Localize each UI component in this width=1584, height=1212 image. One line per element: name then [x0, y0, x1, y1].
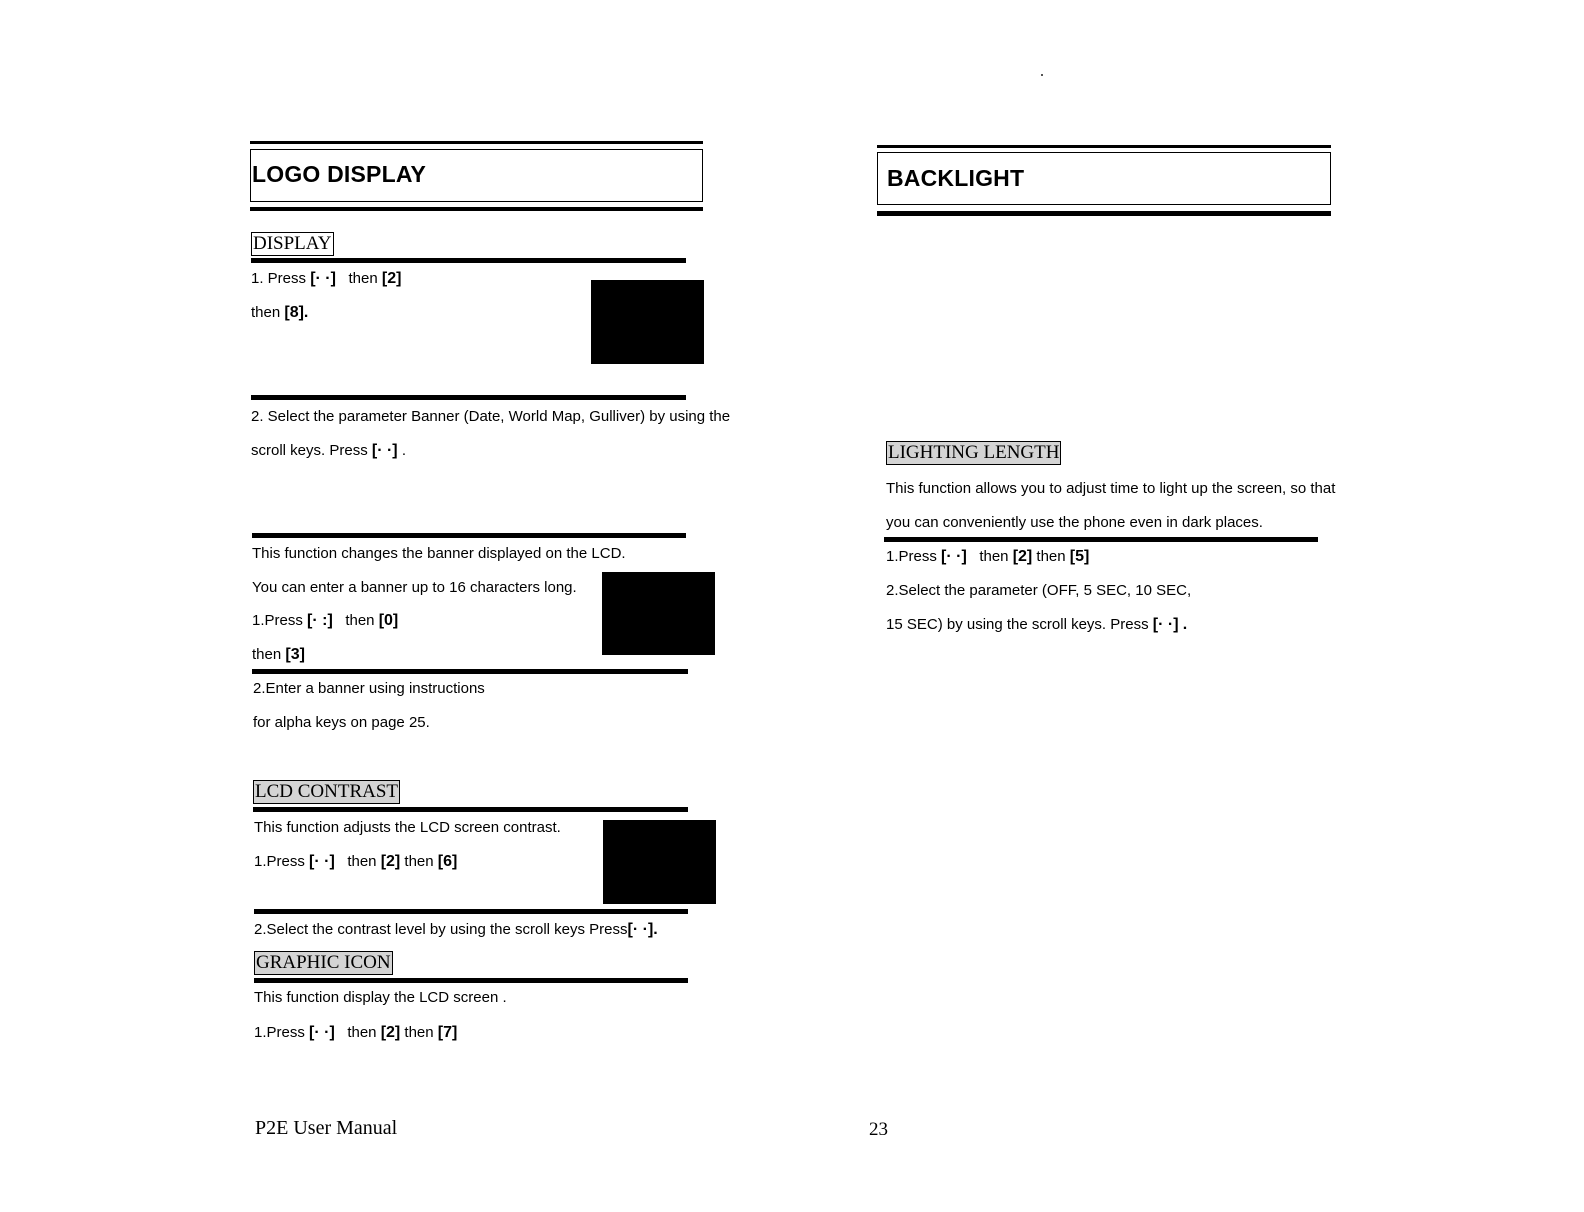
display-step2-line1: 2. Select the parameter Banner (Date, World Map, Gulliver) by using the: [251, 408, 731, 425]
header-top-rule: [250, 141, 703, 144]
banner-step2-rule: [252, 669, 688, 674]
logo-display-header-title: LOGO DISPLAY: [252, 161, 427, 187]
speck-mark: [1041, 74, 1043, 76]
page-number: 23: [869, 1119, 888, 1140]
display-step1-cont: then [8].: [251, 304, 309, 321]
lighting-length-desc1: This function allows you to adjust time to light up the screen, so that: [886, 480, 1336, 497]
display-rule: [251, 258, 686, 263]
backlight-header-bottom-rule: [877, 211, 1331, 216]
graphic-icon-step1: 1.Press [· ·] then [2] then [7]: [254, 1024, 458, 1041]
banner-step1: 1.Press [· :] then [0]: [252, 612, 399, 629]
lighting-length-tag: LIGHTING LENGTH: [888, 442, 1060, 463]
lighting-length-step1: 1.Press [· ·] then [2] then [5]: [886, 548, 1090, 565]
lighting-length-desc2: you can conveniently use the phone even in dark places.: [886, 514, 1263, 531]
graphic-icon-desc: This function display the LCD screen .: [254, 989, 507, 1006]
lighting-length-rule: [884, 537, 1318, 542]
banner-step2-line1: 2.Enter a banner using instructions: [253, 680, 485, 697]
banner-rule: [252, 533, 686, 538]
lighting-length-step2-line2: 15 SEC) by using the scroll keys. Press [· ·] .: [886, 616, 1188, 633]
lcd-contrast-desc: This function adjusts the LCD screen contrast.: [254, 819, 561, 836]
lcd-contrast-step1: 1.Press [· ·] then [2] then [6]: [254, 853, 458, 870]
lcd-contrast-tag: LCD CONTRAST: [255, 781, 399, 802]
lcd-contrast-screen-image: [603, 820, 716, 904]
banner-screen-image: [602, 572, 715, 655]
lcd-contrast-rule: [253, 807, 688, 812]
banner-step1-cont: then [3]: [252, 646, 305, 663]
backlight-header-top-rule: [877, 145, 1331, 148]
display-screen-image: [591, 280, 704, 364]
display-step1: 1. Press [· ·] then [2]: [251, 270, 402, 287]
banner-desc1: This function changes the banner displayed on the LCD.: [252, 545, 626, 562]
lcd-contrast-step2-rule: [254, 909, 688, 914]
display-step2-line2: scroll keys. Press [· ·] .: [251, 442, 406, 459]
lighting-length-step2-line1: 2.Select the parameter (OFF, 5 SEC, 10 SEC,: [886, 582, 1192, 599]
banner-desc2: You can enter a banner up to 16 characters long.: [252, 579, 577, 596]
display-tag: DISPLAY: [253, 233, 332, 254]
graphic-icon-tag: GRAPHIC ICON: [256, 952, 391, 973]
manual-name-footer: P2E User Manual: [255, 1117, 398, 1139]
graphic-icon-rule: [254, 978, 688, 983]
banner-step2-line2: for alpha keys on page 25.: [253, 714, 430, 731]
lcd-contrast-step2: 2.Select the contrast level by using the scroll keys Press[· ·].: [254, 921, 658, 938]
header-bottom-rule: [250, 207, 703, 211]
display-step2-rule: [251, 395, 686, 400]
backlight-header-title: BACKLIGHT: [887, 165, 1025, 191]
